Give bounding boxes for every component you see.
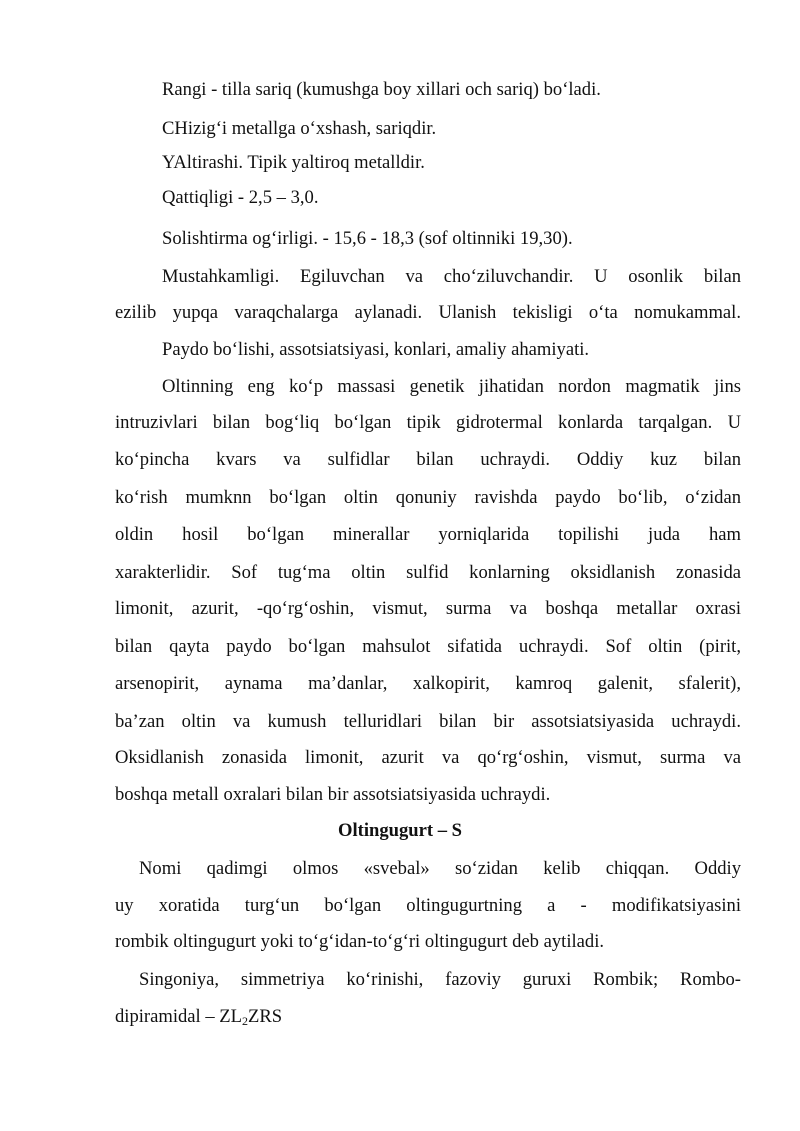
gold-colour-line: Rangi - tilla sariq (kumushga boy xillari och sariq) bo‘ladi.: [162, 79, 601, 100]
gold-occurrence-line-3: ko‘pincha kvars va sulfidlar bilan uchraydi. Oddiy kuz bilan: [115, 449, 741, 470]
syngony-formula-subscript: 2: [242, 1014, 249, 1028]
gold-occurrence-line-11: Oksidlanish zonasida limonit, azurit va qo‘rg‘oshin, vismut, surma va: [115, 747, 741, 768]
gold-occurrence-line-10: ba’zan oltin va kumush telluridlari bilan bir assotsiatsiyasida uchraydi.: [115, 711, 741, 732]
gold-occurrence-line-2: intruzivlari bilan bog‘liq bo‘lgan tipik gidrotermal konlarda tarqalgan. U: [115, 412, 741, 433]
syngony-formula-suffix: ZRS: [248, 1006, 283, 1027]
gold-occurrence-line-9: arsenopirit, aynama ma’danlar, xalkopirit, kamroq galenit, sfalerit),: [115, 673, 741, 694]
sulfur-heading: Oltingugurt – S: [338, 820, 462, 841]
syngony-formula-prefix: dipiramidal – ZL: [115, 1006, 243, 1027]
gold-strength-line-1: Mustahkamligi. Egiluvchan va cho‘ziluvchandir. U osonlik bilan: [162, 266, 741, 287]
gold-occurrence-line-12: boshqa metall oxralari bilan bir assotsiatsiyasida uchraydi.: [115, 784, 551, 805]
gold-occurrence-line-4: ko‘rish mumknn bo‘lgan oltin qonuniy ravishda paydo bo‘lib, o‘zidan: [115, 487, 741, 508]
gold-occurrence-title: Paydo bo‘lishi, assotsiatsiyasi, konlari, amaliy ahamiyati.: [162, 339, 590, 360]
gold-hardness-line: Qattiqligi - 2,5 – 3,0.: [162, 187, 319, 208]
sulfur-name-line-2: uy xoratida turg‘un bo‘lgan oltingugurtning a - modifikatsiyasini: [115, 895, 741, 916]
gold-occurrence-line-1: Oltinning eng ko‘p massasi genetik jihatidan nordon magmatik jins: [162, 376, 741, 397]
gold-occurrence-line-8: bilan qayta paydo bo‘lgan mahsulot sifatida uchraydi. Sof oltin (pirit,: [115, 636, 741, 657]
gold-occurrence-line-6: xarakterlidir. Sof tug‘ma oltin sulfid konlarning oksidlanish zonasida: [115, 562, 741, 583]
gold-density-line: Solishtirma og‘irligi. - 15,6 - 18,3 (sof oltinniki 19,30).: [162, 228, 573, 249]
gold-strength-line-2: ezilib yupqa varaqchalarga aylanadi. Ulanish tekisligi o‘ta nomukammal.: [115, 302, 741, 323]
sulfur-syngony-line-1: Singoniya, simmetriya ko‘rinishi, fazoviy guruxi Rombik; Rombo-: [139, 969, 741, 990]
gold-occurrence-line-5: oldin hosil bo‘lgan minerallar yorniqlarida topilishi juda ham: [115, 524, 741, 545]
gold-luster-line: YAltirashi. Tipik yaltiroq metalldir.: [162, 152, 425, 173]
sulfur-name-line-1: Nomi qadimgi olmos «svebal» so‘zidan kelib chiqqan. Oddiy: [139, 858, 741, 879]
sulfur-syngony-line-2: [115, 1006, 282, 1028]
sulfur-name-line-3: rombik oltingugurt yoki to‘g‘idan-to‘g‘ri oltingugurt deb aytiladi.: [115, 931, 605, 952]
gold-occurrence-line-7: limonit, azurit, -qo‘rg‘oshin, vismut, surma va boshqa metallar oxrasi: [115, 598, 741, 619]
gold-streak-line: CHizig‘i metallga o‘xshash, sariqdir.: [162, 118, 437, 139]
